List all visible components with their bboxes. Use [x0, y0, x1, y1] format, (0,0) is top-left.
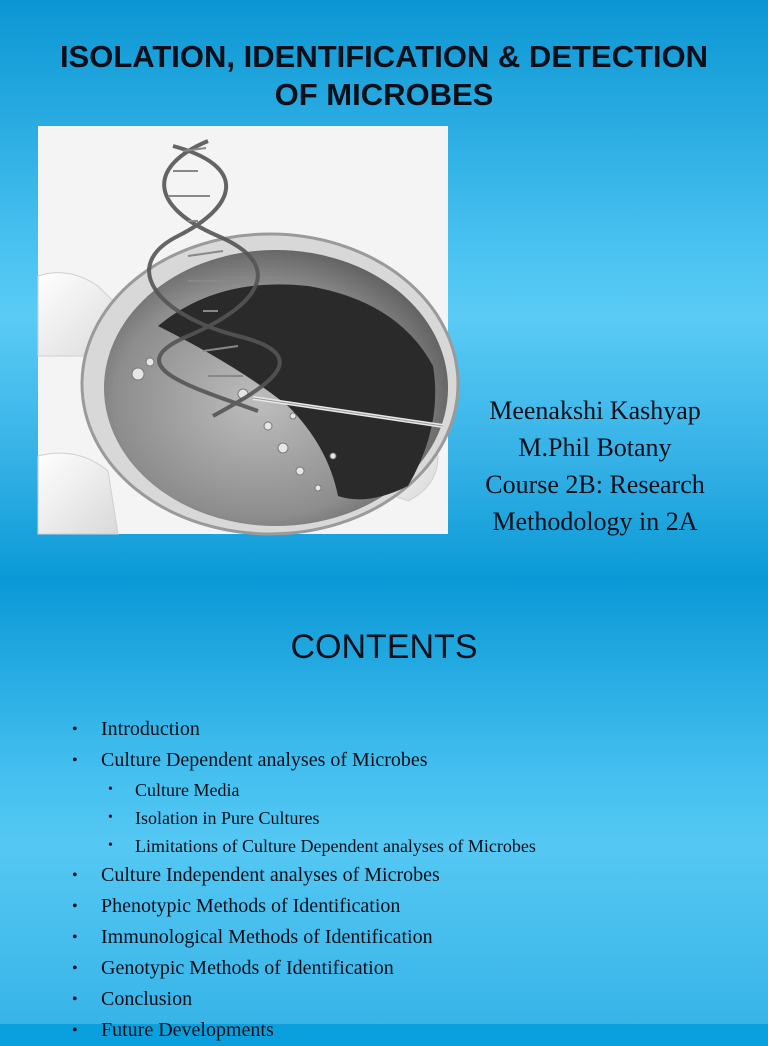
bullet-icon: •	[72, 721, 78, 738]
list-item	[70, 860, 750, 891]
bullet-icon: •	[72, 1022, 78, 1039]
list-item	[70, 891, 750, 922]
author-block	[450, 392, 740, 540]
list-item-text: Phenotypic Methods of Identification	[101, 895, 401, 917]
list-item	[70, 1015, 750, 1046]
list-subitem	[70, 832, 750, 860]
petri-dish-photo	[38, 126, 448, 534]
list-subitem	[70, 804, 750, 832]
bullet-icon: •	[72, 991, 78, 1008]
list-item-text: Introduction	[101, 718, 200, 740]
contents-list	[70, 714, 750, 1046]
author-name: Meenakshi Kashyap	[489, 396, 701, 425]
list-item-text: Immunological Methods of Identification	[101, 926, 433, 948]
list-item	[70, 714, 750, 745]
contents-heading: CONTENTS	[290, 628, 478, 666]
petri-dish-dna-illustration	[38, 126, 448, 534]
slide-title	[0, 38, 768, 114]
slide-title-line-2: OF MICROBES	[274, 77, 494, 112]
list-item	[70, 745, 750, 776]
list-item-text: Genotypic Methods of Identification	[101, 957, 394, 979]
list-item	[70, 922, 750, 953]
author-degree: M.Phil Botany	[518, 433, 672, 462]
list-item-text: Future Developments	[101, 1019, 274, 1041]
author-course-line-2: Methodology in 2A	[492, 507, 698, 536]
list-item	[70, 953, 750, 984]
list-item-text: Culture Dependent analyses of Microbes	[101, 749, 428, 771]
bullet-icon: •	[108, 838, 113, 853]
list-item-text: Conclusion	[101, 988, 193, 1010]
slide-title-line-1: ISOLATION, IDENTIFICATION & DETECTION	[59, 39, 709, 74]
list-subitem-text: Culture Media	[135, 780, 240, 800]
bullet-icon: •	[72, 929, 78, 946]
bullet-icon: •	[72, 867, 78, 884]
contents-slide	[0, 576, 768, 1041]
bullet-icon: •	[72, 898, 78, 915]
author-course-line-1: Course 2B: Research	[485, 470, 705, 499]
bullet-icon: •	[108, 782, 113, 797]
bullet-icon: •	[72, 752, 78, 769]
list-item-text: Culture Independent analyses of Microbes	[101, 864, 440, 886]
list-subitem	[70, 776, 750, 804]
bullet-icon: •	[72, 960, 78, 977]
list-item	[70, 984, 750, 1015]
list-subitem-text: Isolation in Pure Cultures	[135, 808, 320, 828]
list-subitem-text: Limitations of Culture Dependent analyses of Microbes	[135, 836, 536, 856]
bullet-icon: •	[108, 810, 113, 825]
